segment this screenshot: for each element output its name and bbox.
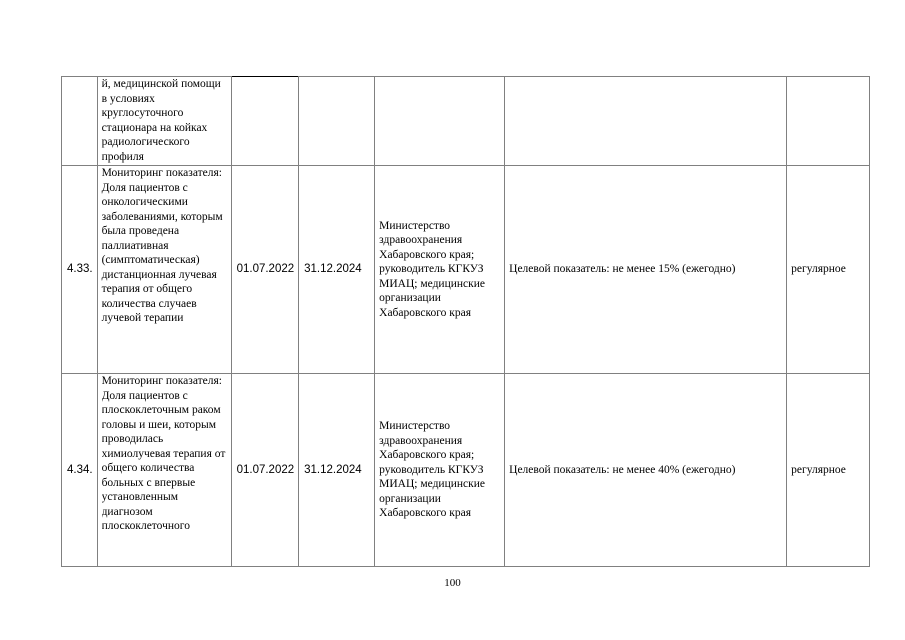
table-row (62, 166, 870, 374)
row-indicator (505, 77, 787, 166)
page-number: 100 (444, 577, 461, 589)
row-end-date: 31.12.2024 (299, 166, 375, 374)
plan-table (61, 76, 870, 567)
row-type: регулярное (787, 374, 870, 567)
row-type (787, 77, 870, 166)
row-start-date (231, 77, 299, 166)
row-start-date: 01.07.2022 (231, 166, 299, 374)
row-number (62, 77, 98, 166)
table-row (62, 77, 870, 166)
row-description (97, 374, 231, 567)
table-row (62, 374, 870, 567)
row-description: й, медицинской помощи в условиях круглосуточного стационара на койках радиологического профиля (97, 77, 231, 166)
row-description: Мониторинг показателя: Доля пациентов с онкологическими заболеваниями, которым была проведена паллиативная (симптоматическая) дистанционная лучевая терапия от общего количества случаев лучевой терапии (97, 166, 231, 374)
row-description-text: Мониторинг показателя: Доля пациентов с плоскоклеточным раком головы и шеи, которым проводилась химиолучевая терапия от общего количества больных с впервые установленным диагнозом плоскоклеточного (101, 375, 226, 532)
row-responsible: Министерство здравоохранения Хабаровского края; руководитель КГКУЗ МИАЦ; медицинские организации Хабаровского края (375, 374, 505, 567)
row-responsible: Министерство здравоохранения Хабаровского края; руководитель КГКУЗ МИАЦ; медицинские организации Хабаровского края (375, 166, 505, 374)
row-type: регулярное (787, 166, 870, 374)
row-number: 4.34. (62, 374, 98, 567)
row-end-date (299, 77, 375, 166)
row-end-date: 31.12.2024 (299, 374, 375, 567)
row-responsible (375, 77, 505, 166)
row-indicator: Целевой показатель: не менее 40% (ежегодно) (505, 374, 787, 567)
row-indicator: Целевой показатель: не менее 15% (ежегодно) (505, 166, 787, 374)
row-start-date: 01.07.2022 (231, 374, 299, 567)
row-number: 4.33. (62, 166, 98, 374)
